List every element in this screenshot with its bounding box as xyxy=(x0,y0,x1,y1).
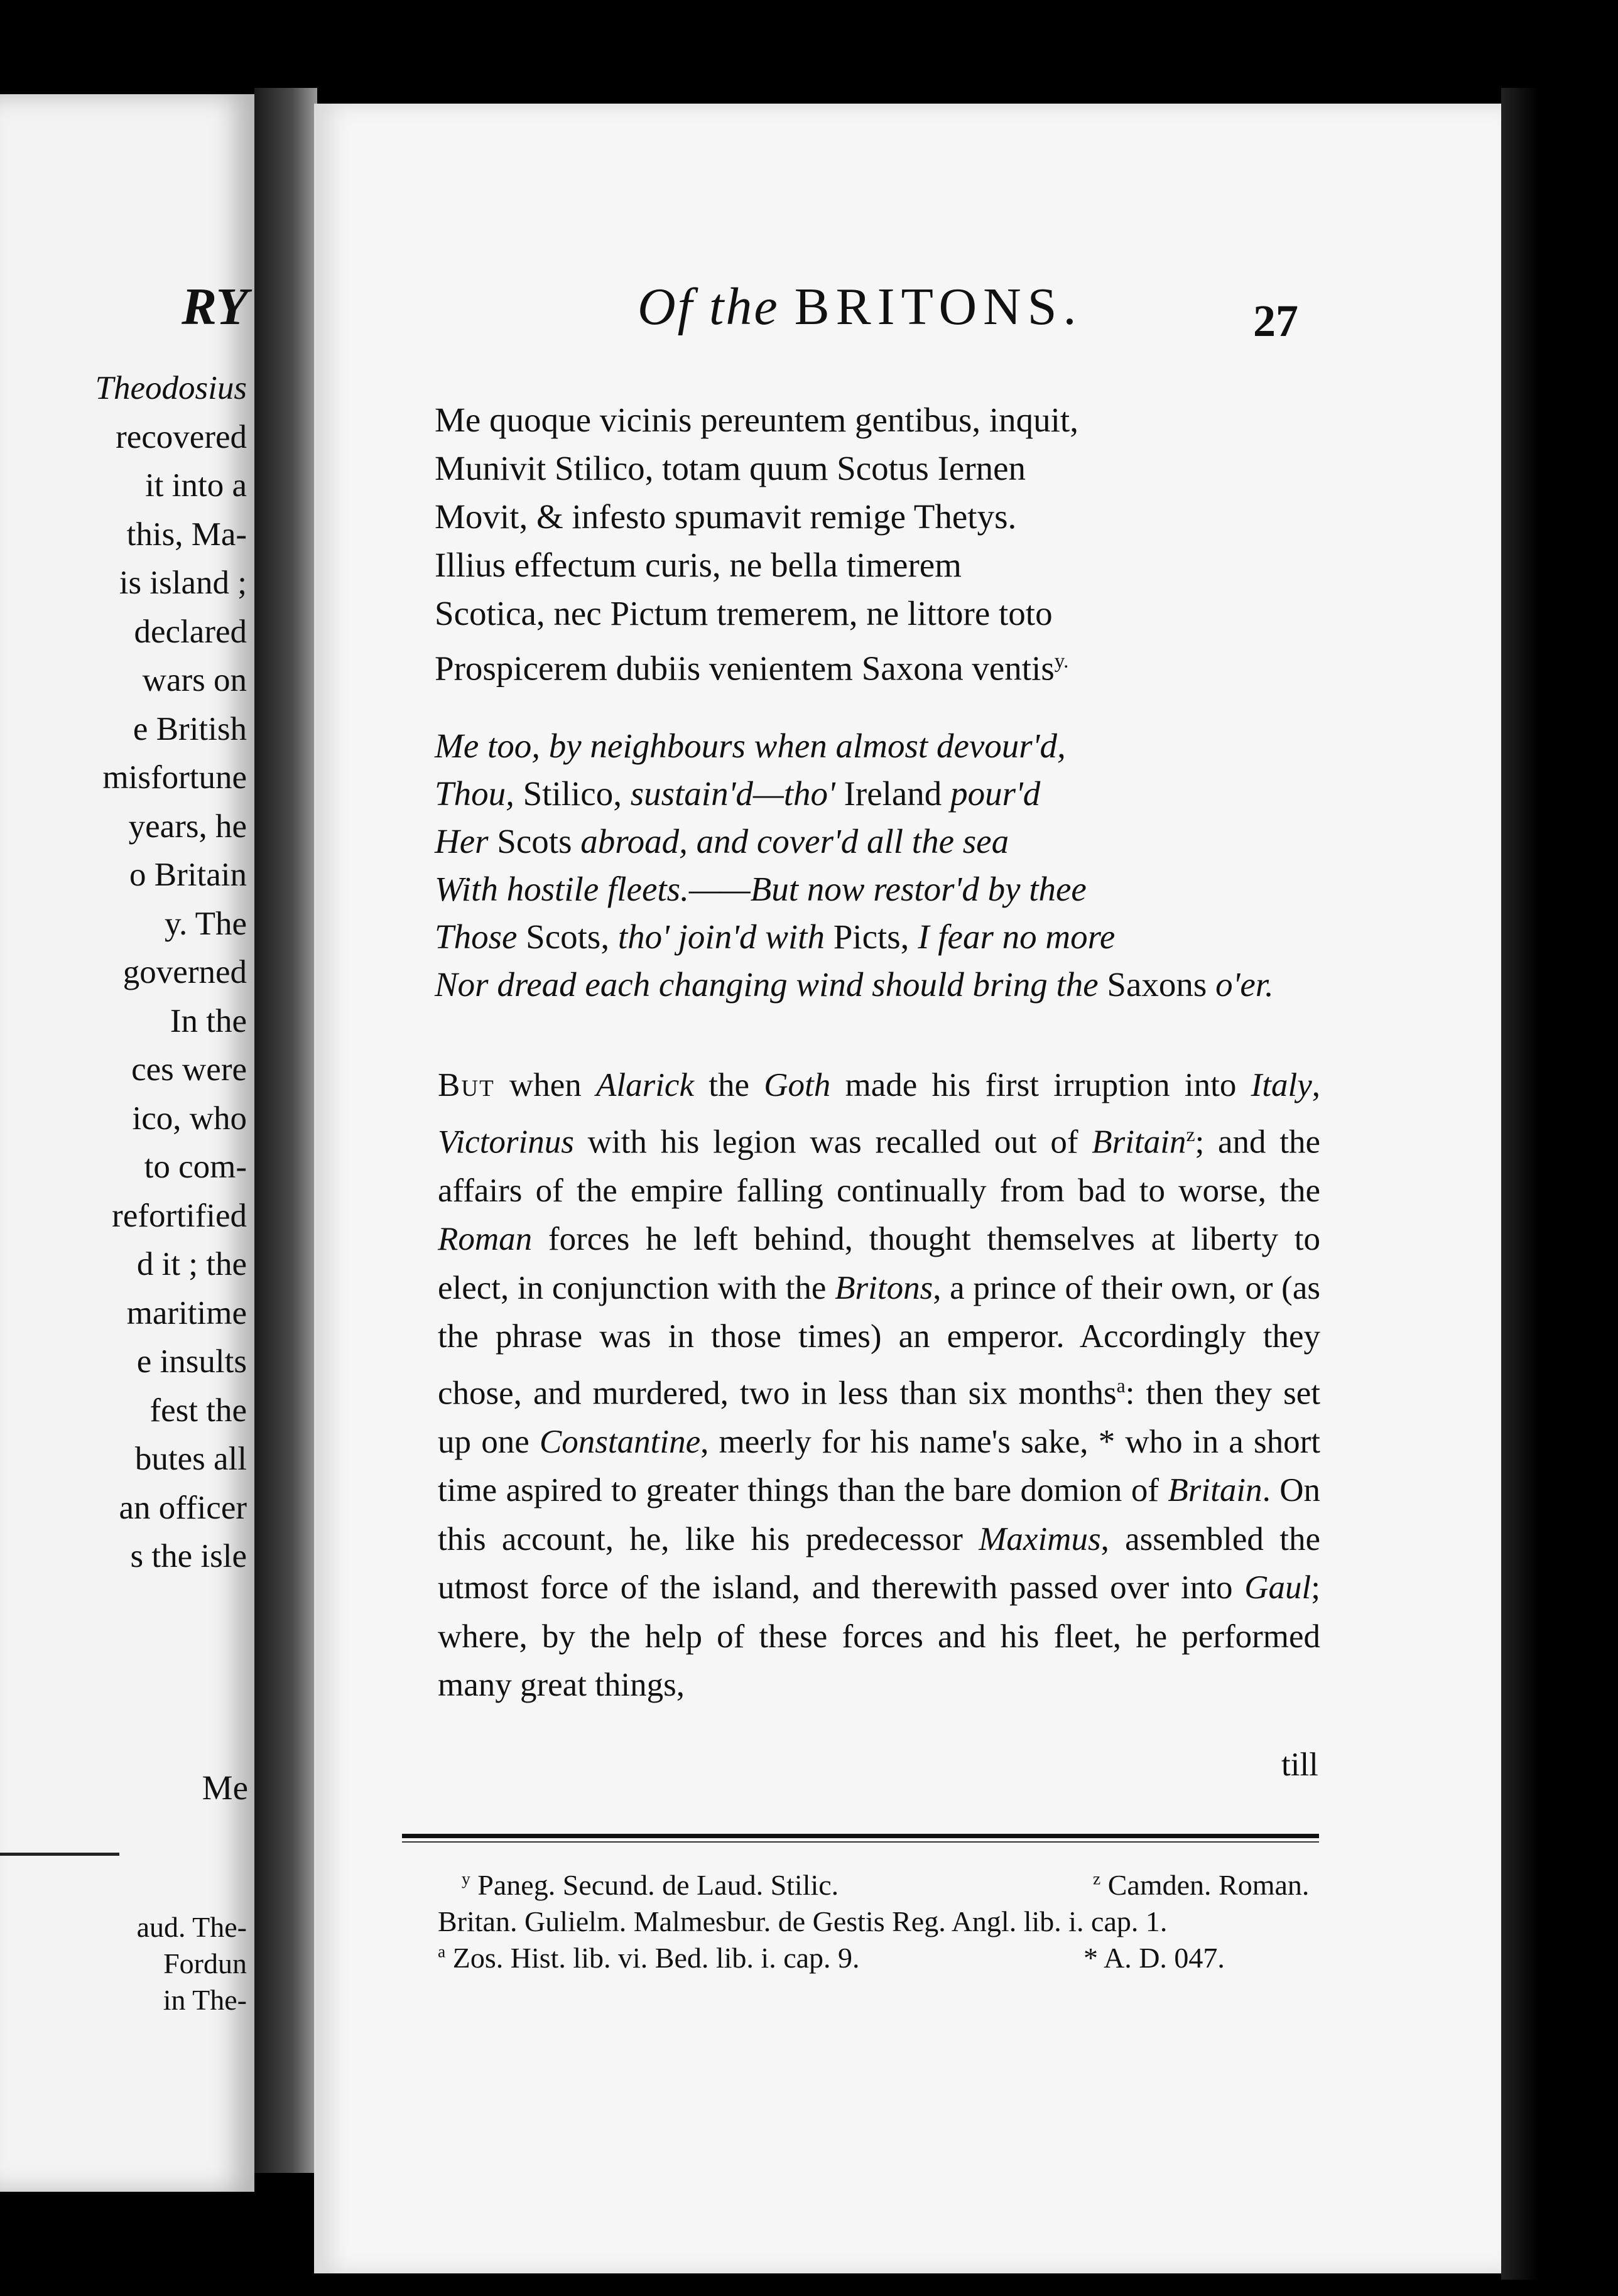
left-line: s the isle xyxy=(130,1538,247,1574)
left-footnote-line: in The- xyxy=(163,1984,247,2016)
footnote-text: A. D. 047. xyxy=(1103,1942,1225,1974)
paragraph-name: Britain xyxy=(1168,1472,1262,1509)
verse-fragment: o'er. xyxy=(1215,965,1274,1004)
body-paragraph xyxy=(438,1061,1320,1710)
paragraph-text: ; where, by the help of these forces and his fleet, he performed many great things, xyxy=(438,1569,1320,1704)
footnote-ref-a: a xyxy=(1116,1374,1126,1397)
left-line: declared xyxy=(134,613,247,650)
footnote-ref-z: z xyxy=(1186,1123,1195,1145)
paragraph-text: with his legion was recalled out of xyxy=(573,1124,1092,1161)
paragraph-name: Gaul xyxy=(1244,1569,1311,1606)
left-page-text xyxy=(95,364,247,1581)
verse-fragment: Her xyxy=(435,822,497,860)
latin-verse-line xyxy=(435,637,1078,692)
verse-fragment: Those xyxy=(435,918,526,956)
footnote-rule-thin xyxy=(402,1841,1319,1843)
english-verse-line: Me too, by neighbours when almost devour'd, xyxy=(435,727,1066,765)
left-footnote-line: Fordun xyxy=(163,1947,247,1979)
footnote-ref-y: y. xyxy=(1054,650,1069,673)
left-page-fragment xyxy=(0,94,254,2192)
paragraph-text: forces he left behind, thought themselves at liberty to elect, in conjunction with the xyxy=(438,1221,1320,1306)
left-line: refortified xyxy=(112,1197,247,1234)
latin-verse-line: Me quoque vicinis pereuntem gentibus, inquit, xyxy=(435,401,1078,439)
footnote-mark: z xyxy=(1093,1868,1101,1888)
english-verse xyxy=(435,722,1274,1009)
left-line: o Britain xyxy=(129,857,247,893)
paragraph-name: Goth xyxy=(764,1067,831,1103)
left-line: d it ; the xyxy=(136,1246,247,1282)
left-line: an officer xyxy=(119,1489,247,1526)
left-line: governed xyxy=(122,954,247,990)
left-line: Theodosius xyxy=(95,370,247,406)
left-line: fest the xyxy=(149,1392,247,1429)
left-line: ico, who xyxy=(132,1100,247,1137)
running-header xyxy=(638,276,1083,337)
left-line: is island ; xyxy=(119,565,247,601)
paragraph-name: Maximus xyxy=(979,1520,1101,1557)
left-line: this, Ma- xyxy=(126,516,247,553)
footnote-mark: a xyxy=(438,1941,446,1961)
catchword: till xyxy=(1281,1746,1318,1783)
verse-proper-noun: Scots xyxy=(497,822,581,860)
paragraph-text: : then they set up one xyxy=(438,1375,1320,1460)
left-line: e British xyxy=(133,710,247,747)
left-line: to com- xyxy=(144,1149,247,1185)
paragraph-name: Roman xyxy=(438,1221,533,1258)
verse-proper-noun: Ireland xyxy=(844,774,951,813)
latin-verse-line: Movit, & infesto spumavit remige Thetys. xyxy=(435,497,1017,536)
latin-verse-line: Munivit Stilico, totam quum Scotus Iernen xyxy=(435,449,1026,487)
left-line: butes all xyxy=(134,1441,247,1477)
verse-fragment: Thou, xyxy=(435,774,523,813)
page-edge-shadow xyxy=(1501,88,1539,2280)
left-line: ces were xyxy=(131,1051,247,1088)
english-verse-line xyxy=(435,913,1274,961)
running-header-title: BRITONS. xyxy=(794,278,1083,336)
left-line: y. The xyxy=(165,905,247,942)
left-page-header: RY xyxy=(182,278,248,336)
footnote-mark: * xyxy=(1083,1942,1098,1974)
left-line: e insults xyxy=(136,1343,247,1380)
footnote-z-continued: Britan. Gulielm. Malmesbur. de Gestis Reg. Angl. lib. i. cap. 1. xyxy=(438,1905,1168,1937)
paragraph-name: Italy xyxy=(1251,1067,1312,1103)
running-header-prefix: Of the xyxy=(638,278,779,336)
paragraph-text: made his first irruption into xyxy=(830,1067,1251,1103)
paragraph-text: , a prince of their own, or (as the phrase was in those times) an emperor. Accordingly they chose, and murdered, two in less than six months xyxy=(438,1269,1320,1412)
verse-fragment: abroad, and cover'd all the sea xyxy=(580,822,1009,860)
left-line: recovered xyxy=(116,418,247,455)
verse-fragment: tho' join'd with xyxy=(617,918,833,956)
verse-fragment: I fear no more xyxy=(918,918,1116,956)
latin-verse-line: Illius effectum curis, ne bella timerem xyxy=(435,546,962,584)
left-line: it into a xyxy=(145,467,247,504)
paragraph-text: when xyxy=(494,1067,596,1103)
left-page-catchword: Me xyxy=(202,1768,248,1807)
paragraph-name: Britain xyxy=(1092,1124,1186,1161)
left-line: misfortune xyxy=(102,759,247,796)
book-gutter xyxy=(254,88,317,2173)
paragraph-name: Alarick xyxy=(595,1067,694,1103)
english-verse-line: With hostile fleets.——But now restor'd by thee xyxy=(435,870,1087,908)
verse-fragment: pour'd xyxy=(950,774,1041,813)
footnote-text: Camden. Roman. xyxy=(1107,1869,1310,1901)
verse-proper-noun: Stilico, xyxy=(523,774,631,813)
verse-fragment: Nor dread each changing wind should bring the xyxy=(435,965,1107,1004)
paragraph-name: Victorinus xyxy=(438,1124,574,1161)
paragraph-text: , xyxy=(1311,1067,1320,1103)
paragraph-lead-word: But xyxy=(438,1067,495,1103)
latin-verse-text: Prospicerem dubiis venientem Saxona ventis xyxy=(435,649,1055,688)
left-line: In the xyxy=(170,1002,247,1039)
footnote-text: Paneg. Secund. de Laud. Stilic. xyxy=(477,1869,839,1901)
paragraph-name: Britons xyxy=(835,1269,933,1306)
paragraph-text: , assembled the utmost force of the island, and therewith passed over into xyxy=(438,1520,1320,1606)
left-line: wars on xyxy=(142,662,247,698)
verse-proper-noun: Picts, xyxy=(833,918,918,956)
paragraph-text: the xyxy=(693,1067,764,1103)
latin-verse-line: Scotica, nec Pictum tremerem, ne littore toto xyxy=(435,594,1053,632)
footnote-mark: y xyxy=(462,1868,470,1888)
footnote-z xyxy=(1093,1868,1309,1902)
paragraph-name: Constantine xyxy=(539,1423,701,1460)
english-verse-line xyxy=(435,818,1274,865)
footnote-text: Zos. Hist. lib. vi. Bed. lib. i. cap. 9. xyxy=(452,1942,860,1974)
footnote-star xyxy=(1083,1941,1225,1974)
left-page-footnotes xyxy=(137,1909,247,2018)
latin-verse xyxy=(435,396,1078,692)
left-footnote-line: aud. The- xyxy=(136,1911,247,1943)
left-page-footnote-rule xyxy=(0,1853,119,1856)
verse-proper-noun: Scots, xyxy=(526,918,618,956)
verse-proper-noun: Saxons xyxy=(1107,965,1216,1004)
left-line: years, he xyxy=(128,808,247,845)
left-line: maritime xyxy=(126,1294,247,1331)
footnote-y xyxy=(462,1868,839,1902)
footnote-a xyxy=(438,1941,860,1974)
paragraph-text: , meerly for his name's sake, * who in a short time aspired to greater things than the bare domion of xyxy=(438,1423,1320,1509)
verse-fragment: sustain'd—tho' xyxy=(630,774,844,813)
page-number: 27 xyxy=(1253,296,1298,346)
footnote-rule xyxy=(402,1834,1319,1838)
english-verse-line xyxy=(435,961,1274,1009)
paragraph-text: . On this account, he, like his predecessor xyxy=(438,1472,1320,1557)
paragraph-text: ; and the affairs of the empire falling continually from bad to worse, the xyxy=(438,1124,1321,1209)
english-verse-line xyxy=(435,770,1274,818)
